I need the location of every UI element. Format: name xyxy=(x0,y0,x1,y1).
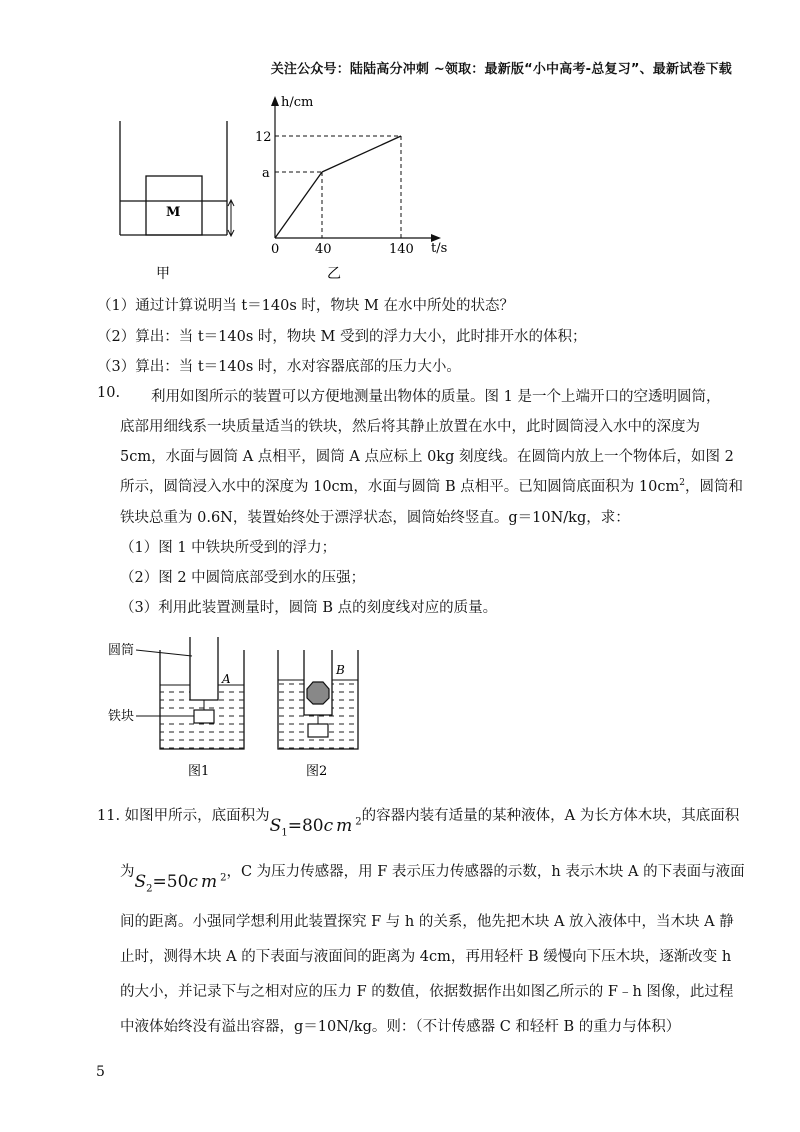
q9-part-3: （3）算出：当 t＝140s 时，水对容器底部的压力大小。 xyxy=(97,359,461,375)
q11-s2-value: =50 xyxy=(152,872,189,892)
q10-line-5: 铁块总重为 0.6N，装置始终处于漂浮状态，圆筒始终竖直。g＝10N/kg，求： xyxy=(120,510,630,526)
q11-line-1-b: 的容器内装有适量的某种液体，A 为长方体木块，其底面积 xyxy=(361,808,740,824)
caption-jia: 甲 xyxy=(156,266,170,282)
y-tick-12: 12 xyxy=(255,130,272,145)
fig1-leader-tube xyxy=(136,650,192,656)
q10-part-2: （2）图 2 中圆筒底部受到水的压强； xyxy=(120,570,366,586)
series-segment-1 xyxy=(275,172,322,238)
q10-line-4 xyxy=(120,475,743,496)
q11-s1-sub: 1 xyxy=(281,827,288,839)
q10-part-1: （1）图 1 中铁块所受到的浮力； xyxy=(120,540,337,556)
q10-line-2: 底部用细线系一块质量适当的铁块，然后将其静止放置在水中，此时圆筒浸入水中的深度为 xyxy=(120,419,700,435)
q10-line-4-b: ，圆筒和 xyxy=(684,479,743,495)
fig2-object xyxy=(307,682,329,704)
fig1-label-tube: 圆筒 xyxy=(108,643,135,658)
q9-part-1: （1）通过计算说明当 t＝140s 时，物块 M 在水中所处的状态？ xyxy=(97,298,514,314)
caption-yi: 乙 xyxy=(327,266,341,282)
q11-line-2-b: ，C 为压力传感器，用 F 表示压力传感器的示数，h 表示木块 A 的下表面与液面 xyxy=(226,864,745,880)
q10-line-3: 5cm，水面与圆筒 A 点相平，圆筒 A 点应标上 0kg 刻度线。在圆筒内放上一个物体后，如图 2 xyxy=(120,449,734,465)
q11-s1-formula xyxy=(269,816,362,839)
q11-s1-symbol: S xyxy=(269,816,282,836)
q11-s2-sub: 2 xyxy=(146,883,153,895)
x-tick-140: 140 xyxy=(389,242,414,257)
q11-number: 11. xyxy=(97,808,121,824)
q11-s1-value: =80 xyxy=(287,816,324,836)
fig2-iron-block xyxy=(308,724,328,737)
fig2-caption: 图2 xyxy=(306,764,328,779)
q10-number: 10. xyxy=(97,385,121,401)
x-tick-40: 40 xyxy=(315,242,332,257)
figure-yi-graph xyxy=(255,92,465,282)
q9-part-2: （2）算出：当 t＝140s 时，物块 M 受到的浮力大小，此时排开水的体积； xyxy=(97,329,587,345)
q11-s1-sup: 2 xyxy=(355,816,362,828)
q10-line-4-a: 所示，圆筒浸入水中的深度为 10cm，水面与圆筒 B 点相平。已知圆筒底面积为 10cm xyxy=(120,479,680,495)
figure-jia xyxy=(110,115,250,285)
fig1-label-iron: 铁块 xyxy=(108,709,135,724)
q10-line-4-sup: 2 xyxy=(679,478,685,489)
q11-line-1-a: 如图甲所示，底面积为 xyxy=(124,808,270,824)
q11-s2-formula xyxy=(134,872,227,895)
page-number: 5 xyxy=(96,1064,105,1080)
q11-line-5: 的大小，并记录下与之相对应的压力 F 的数值，依据数据作出如图乙所示的 F﹣h 图像，此过程 xyxy=(120,984,734,1000)
q10-line-1: 利用如图所示的装置可以方便地测量出物体的质量。图 1 是一个上端开口的空透明圆筒， xyxy=(151,389,721,405)
q11-s2-sup: 2 xyxy=(220,872,227,884)
origin-label: 0 xyxy=(271,242,280,257)
q11-s1-unit: cm xyxy=(323,816,356,836)
q11-line-6: 中液体始终没有溢出容器，g＝10N/kg。则：（不计传感器 C 和轻杆 B 的重力与体积） xyxy=(120,1019,681,1035)
fig1-point-a: A xyxy=(222,672,231,686)
q11-line-3: 间的距离。小强同学想利用此装置探究 F 与 h 的关系，他先把木块 A 放入液体中，当木块 A 静 xyxy=(120,914,734,930)
page-header: 关注公众号：陆陆高分冲刺 ~领取：最新版“小中高考-总复习”、最新试卷下载 xyxy=(270,62,732,77)
fig1-tube xyxy=(190,637,218,700)
y-axis-label: h/cm xyxy=(281,95,314,110)
block-m-label: M xyxy=(166,205,181,220)
x-axis-label: t/s xyxy=(431,241,448,256)
fig1-caption: 图1 xyxy=(188,764,210,779)
q11-line-1 xyxy=(97,804,740,839)
q11-line-4: 止时，测得木块 A 的下表面与液面间的距离为 4cm，再用轻杆 B 缓慢向下压木块，逐渐改变 h xyxy=(120,949,732,965)
y-axis-arrow xyxy=(271,96,279,106)
q11-s2-unit: cm xyxy=(188,872,221,892)
figure-1-and-2 xyxy=(108,632,368,782)
fig1-iron-block xyxy=(194,710,214,723)
fig2-point-b: B xyxy=(336,663,345,677)
y-tick-a: a xyxy=(262,166,270,181)
q10-part-3: （3）利用此装置测量时，圆筒 B 点的刻度线对应的质量。 xyxy=(120,600,498,616)
series-segment-2 xyxy=(322,136,401,172)
q11-line-2 xyxy=(120,860,745,895)
q11-line-2-a: 为 xyxy=(120,864,135,880)
q11-s2-symbol: S xyxy=(134,872,147,892)
